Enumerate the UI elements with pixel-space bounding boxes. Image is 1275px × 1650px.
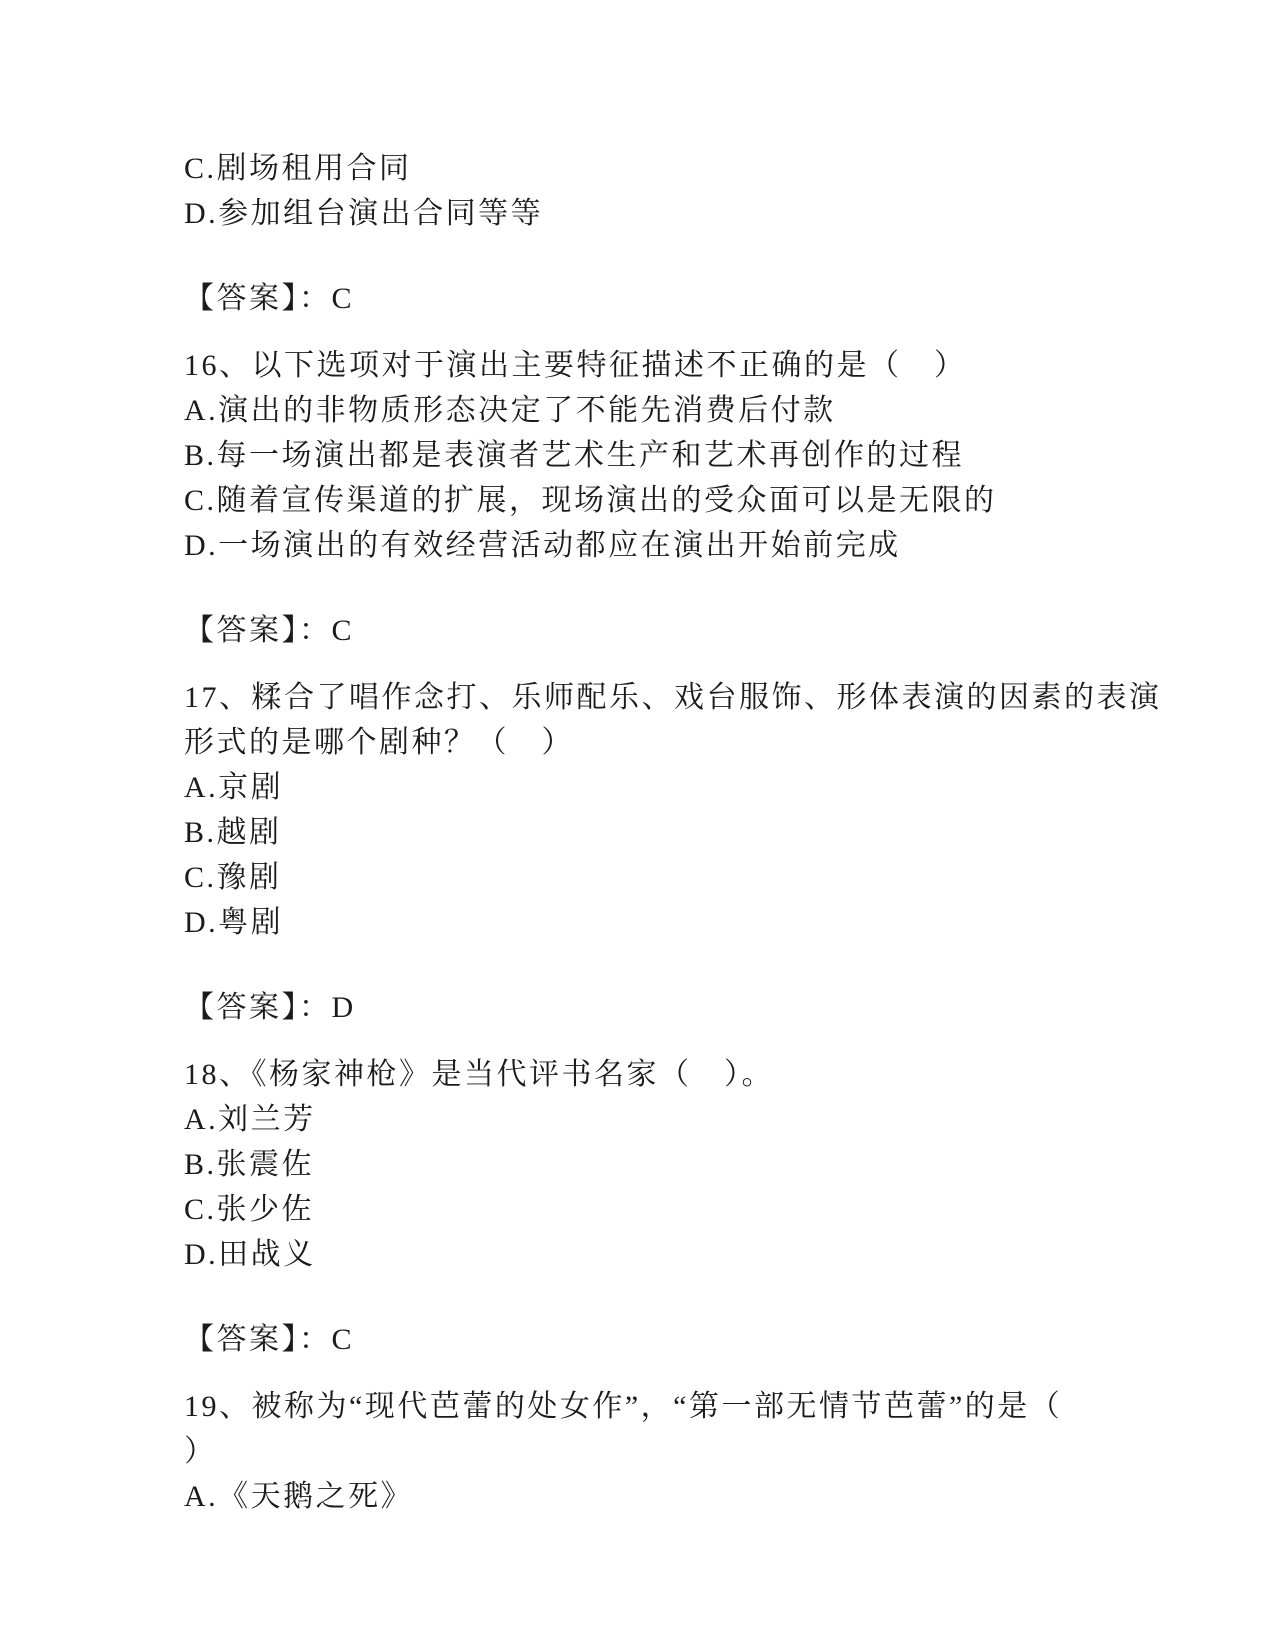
answer-value: C [331, 1323, 355, 1356]
option-line: C.张少佐 [184, 1193, 315, 1226]
question-block [184, 146, 1150, 321]
question-line: 17、糅合了唱作念打、乐师配乐、戏台服饰、形体表演的因素的表演 [184, 681, 1162, 714]
option-line: D.田战义 [184, 1238, 316, 1271]
option-line: D.粤剧 [184, 906, 284, 939]
answer-line [184, 608, 1150, 653]
question-line: 形式的是哪个剧种？（ ） [184, 726, 574, 759]
answer-label: 【答案】： [184, 1323, 332, 1356]
option-line: D.一场演出的有效经营活动都应在演出开始前完成 [184, 529, 901, 562]
answer-line [184, 985, 1150, 1030]
question-line: 16、以下选项对于演出主要特征描述不正确的是（ ） [184, 349, 967, 382]
answer-line [184, 276, 1150, 321]
question-block [184, 1384, 1150, 1519]
answer-value: D [331, 991, 356, 1024]
question-block [184, 343, 1150, 653]
option-line: A.演出的非物质形态决定了不能先消费后付款 [184, 394, 836, 427]
question-line: 18、《杨家神枪》是当代评书名家（ ）。 [184, 1058, 774, 1091]
answer-label: 【答案】： [184, 991, 332, 1024]
answer-value: C [331, 614, 355, 647]
question-blocks-container [184, 146, 1162, 1519]
question-line: ） [184, 1435, 217, 1468]
answer-line [184, 1317, 1150, 1362]
option-line: B.每一场演出都是表演者艺术生产和艺术再创作的过程 [184, 439, 965, 472]
option-line: C.随着宣传渠道的扩展，现场演出的受众面可以是无限的 [184, 484, 997, 517]
answer-label: 【答案】： [184, 282, 332, 315]
option-line: A.刘兰芳 [184, 1103, 316, 1136]
question-block [184, 675, 1162, 1030]
option-line: C.剧场租用合同 [184, 152, 412, 185]
option-line: A.京剧 [184, 771, 284, 804]
answer-value: C [331, 282, 355, 315]
question-line: 19、被称为“现代芭蕾的处女作”，“第一部无情节芭蕾”的是（ [184, 1390, 1063, 1423]
option-line: B.张震佐 [184, 1148, 315, 1181]
question-block [184, 1052, 1150, 1362]
answer-label: 【答案】： [184, 614, 332, 647]
option-line: C.豫剧 [184, 861, 282, 894]
option-line: B.越剧 [184, 816, 282, 849]
option-line: A.《天鹅之死》 [184, 1480, 414, 1513]
option-line: D.参加组台演出合同等等 [184, 197, 544, 230]
